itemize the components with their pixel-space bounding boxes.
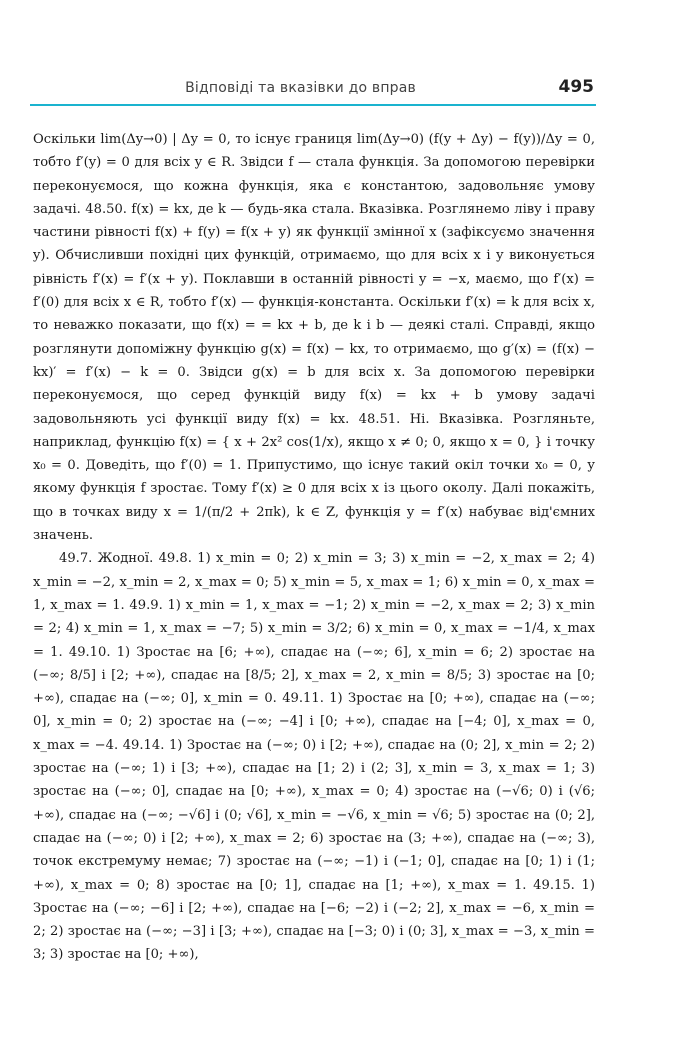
header-rule (30, 104, 596, 106)
paragraph-48: Оскільки lim(Δy→0) | Δy = 0, то існує границя lim(Δy→0) (f(y + Δy) − f(y))/Δy = 0, тобто f′(y) = 0 для всіх y ∈ R. Звідси f — стала функція. За допомогою перевірки переконуємося, що кожна функція, яка є константою, задовольняє умову задачі. 48.50. f(x) = kx, де k — будь-яка стала. Вказівка. Розглянемо ліву і праву частини рівності f(x) + f(y) = f(x + y) як функції змінної x (зафіксуємо значення y). Обчисливши похідні цих функцій, отримаємо, що для всіх x і y виконується рівність f′(x) = f′(x + y). Поклавши в останній рівності y = −x, маємо, що f′(x) = f′(0) для всіх x ∈ R, тобто f′(x) — функція-константа. Оскільки f′(x) = k для всіх x, то неважко показати, що f(x) = = kx + b, де k і b — деякі сталі. Справді, якщо розглянути допоміжну функцію g(x) = f(x) − kx, то отримаємо, що g′(x) = (f(x) − kx)′ = f′(x) − k = 0. Звідси g(x) = b для всіх x. За допомогою перевірки переконуємося, що серед функцій виду f(x) = kx + b умову задачі задовольняють усі функції виду f(x) = kx. 48.51. Ні. Вказівка. Розгляньте, наприклад, функцію f(x) = { x + 2x² cos(1/x), якщо x ≠ 0; 0, якщо x = 0, } і точку x₀ = 0. Доведіть, що f′(0) = 1. Припустимо, що існує такий окіл точки x₀ = 0, у якому функція f зростає. Тому f′(x) ≥ 0 для всіх x із цього околу. Далі покажіть, що в точках виду x = 1/(π/2 + 2πk), k ∈ Z, функція y = f′(x) набуває від'ємних значень. (33, 132, 595, 544)
paragraph-49: 49.7. Жодної. 49.8. 1) x_min = 0; 2) x_min = 3; 3) x_min = −2, x_max = 2; 4) x_min = −2, x_min = 2, x_max = 0; 5) x_min = 5, x_max = 1; 6) x_min = 0, x_max = 1, x_max = 1. 49.9. 1) x_min = 1, x_max = −1; 2) x_min = −2, x_max = 2; 3) x_min = 2; 4) x_min = 1, x_max = −7; 5) x_min = 3/2; 6) x_min = 0, x_max = −1/4, x_max = 1. 49.10. 1) Зростає на [6; +∞), спадає на (−∞; 6], x_min = 6; 2) зростає на (−∞; 8/5] і [2; +∞), спадає на [8/5; 2], x_max = 2, x_min = 8/5; 3) зростає на [0; +∞), спадає на (−∞; 0], x_min = 0. 49.11. 1) Зростає на [0; +∞), спадає на (−∞; 0], x_min = 0; 2) зростає на (−∞; −4] і [0; +∞), спадає на [−4; 0], x_max = 0, x_max = −4. 49.14. 1) Зростає на (−∞; 0) і [2; +∞), спадає на (0; 2], x_min = 2; 2) зростає на (−∞; 1) і [3; +∞), спадає на [1; 2) і (2; 3], x_min = 3, x_max = 1; 3) зростає на (−∞; 0], спадає на [0; +∞), x_max = 0; 4) зростає на (−√6; 0) і (√6; +∞), спадає на (−∞; −√6] і (0; √6], x_min = −√6, x_min = √6; 5) зростає на (0; 2], спадає на (−∞; 0) і [2; +∞), x_max = 2; 6) зростає на (3; +∞), спадає на (−∞; 3), точок екстремуму немає; 7) зростає на (−∞; −1) і (−1; 0], спадає на [0; 1) і (1; +∞), x_max = 0; 8) зростає на [0; 1], спадає на [1; +∞), x_max = 1. 49.15. 1) Зростає на (−∞; −6] і [2; +∞), спадає на [−6; −2) і (−2; 2], x_max = −6, x_min = 2; 2) зростає на (−∞; −3] і [3; +∞), спадає на [−3; 0) і (0; 3], x_max = −3, x_min = 3; 3) зростає на [0; +∞), (33, 551, 595, 963)
running-title: Відповіді та вказівки до вправ (185, 80, 416, 96)
page-header (30, 76, 596, 106)
page-number: 495 (558, 77, 594, 97)
answers-text (33, 128, 595, 1028)
